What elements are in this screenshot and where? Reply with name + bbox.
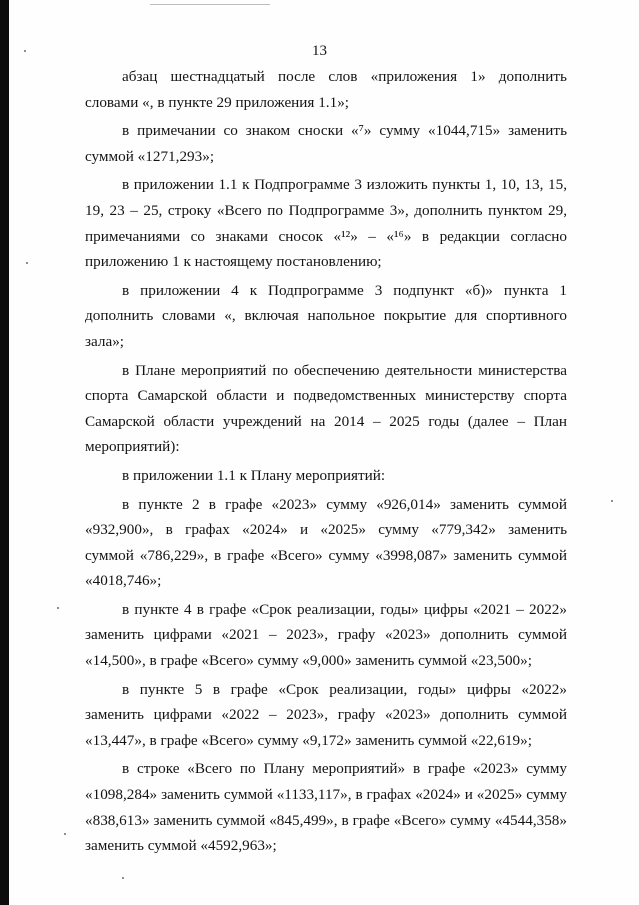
paragraph: в приложении 1.1 к Плану мероприятий: — [122, 466, 386, 484]
paragraph: в пункте 5 в графе «Срок реализации, годы» цифры «2022» заменить цифрами «2022 – 2023», графу «2023» дополнить суммой «13,447», в графе «Всего» сумму «9,172» заменить суммой «22,619»; — [85, 680, 567, 749]
paragraph: в пункте 4 в графе «Срок реализации, годы» цифры «2021 – 2022» заменить цифрами «2021 – 2023», графу «2023» дополнить суммой «14,500», в графе «Всего» сумму «9,000» заменить суммой «23,500»; — [85, 600, 567, 670]
scan-artifact — [150, 4, 270, 5]
paragraph: в строке «Всего по Плану мероприятий» в графе «2023» сумму «1098,284» заменить суммой «1133,117», в графах «2024» и «2025» сумму «838,613» заменить суммой «845,499», в графе «Всего» сумму «4544,358» заменить суммой «4592,963»; — [85, 760, 567, 855]
page-number: 13 — [312, 43, 327, 59]
scan-edge — [0, 0, 9, 905]
scan-speck — [57, 607, 59, 609]
scan-speck — [611, 500, 613, 502]
paragraph: в приложении 1.1 к Подпрограмме 3 изложить пункты 1, 10, 13, 15, 19, 23 – 25, строку «Всего по Подпрограмме 3», дополнить пунктом 29, примечаниями со знаками сносок «¹²» – «¹⁶» в редакции согласно приложению 1 к настоящему постановлению; — [85, 176, 567, 271]
paragraph: в примечании со знаком сноски «⁷» сумму «1044,715» заменить суммой «1271,293»; — [85, 122, 567, 165]
paragraph: в пункте 2 в графе «2023» сумму «926,014» заменить суммой «932,900», в графах «2024» и «2025» сумму «779,342» заменить суммой «786,229», в графе «Всего» сумму «3998,087» заменить суммой «4018,746»; — [85, 495, 567, 590]
document-body — [85, 64, 567, 862]
paragraph: абзац шестнадцатый после слов «приложения 1» дополнить словами «, в пункте 29 приложения 1.1»; — [85, 68, 567, 111]
scan-speck — [122, 877, 124, 879]
paragraph: в Плане мероприятий по обеспечению деятельности министерства спорта Самарской области и подведомственных министерству спорта Самарской области учреждений на 2014 – 2025 годы (далее – План мероприятий): — [85, 361, 567, 456]
scan-speck — [64, 833, 66, 835]
scan-speck — [26, 262, 28, 264]
paragraph: в приложении 4 к Подпрограмме 3 подпункт «б)» пункта 1 дополнить словами «, включая напольное покрытие для спортивного зала»; — [85, 281, 567, 350]
